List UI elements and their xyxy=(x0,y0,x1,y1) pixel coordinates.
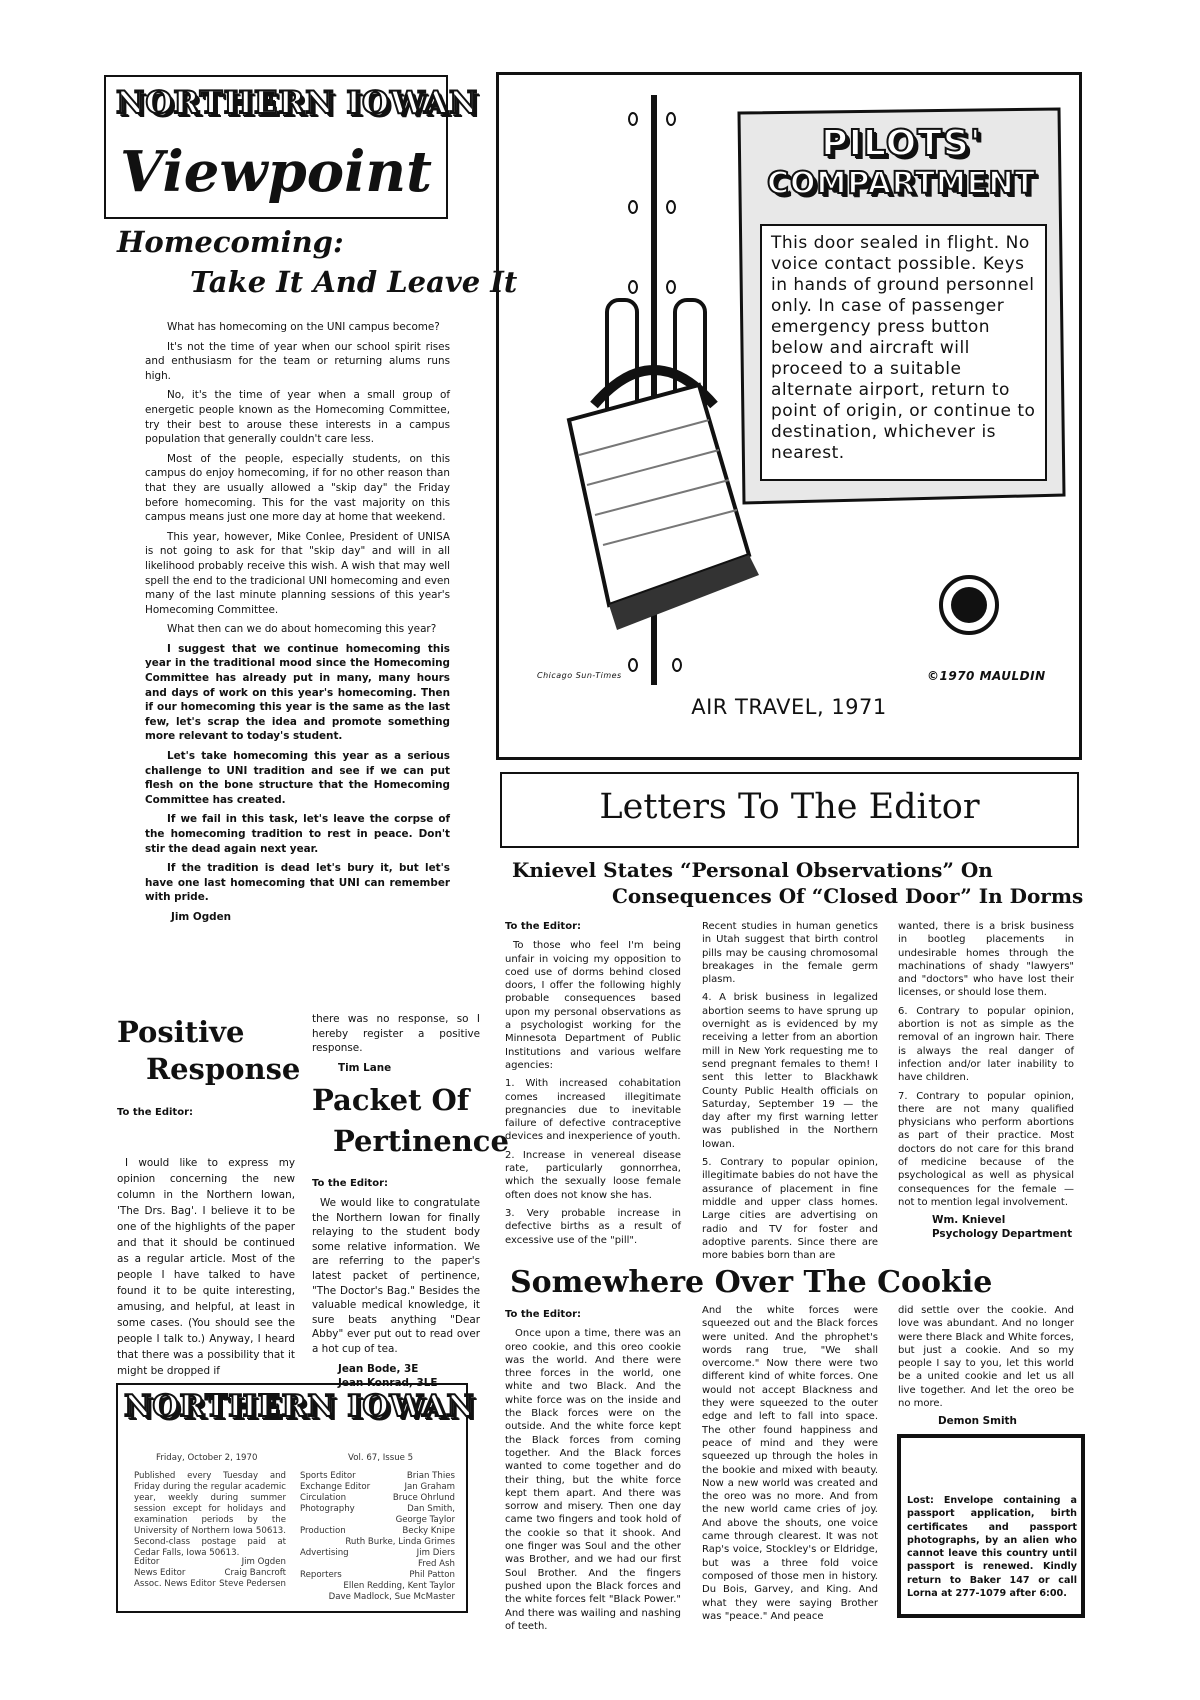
paragraph: 4. A brisk business in legalized abortion seems to have sprung up overnight as is evidenced by my receiving a letter from an abortion mill in New York requesting me to send pregnant females to them! I sent this letter to Blackhawk County Public Health officials on Saturday, September 19 — the day after my first warning letter was published in the Northern Iowan. xyxy=(702,992,878,1150)
salutation: To the Editor: xyxy=(117,1107,194,1118)
paragraph: Recent studies in human genetics in Utah suggest that birth control pills may be causing chromosomal breakages in the female germ plasm. xyxy=(702,921,878,986)
staff-row: Production Becky Knipe xyxy=(300,1526,455,1536)
staff-role: News Editor xyxy=(134,1568,186,1578)
salutation: To the Editor: xyxy=(505,921,582,932)
northern-iowan-logo: NORTHERN IOWAN xyxy=(116,85,479,121)
staff-row xyxy=(134,1557,286,1568)
paragraph: If we fail in this task, let's leave the corpse of the homecoming tradition to rest in peace. Don't stir the dead again next year. xyxy=(145,813,450,855)
staff-row: George Taylor xyxy=(395,1515,455,1525)
packet-article xyxy=(312,1196,480,1391)
salutation: To the Editor: xyxy=(505,1309,582,1320)
staff-name: Steve Pedersen xyxy=(219,1579,286,1589)
staff-name: Craig Bancroft xyxy=(224,1568,286,1578)
paragraph: 7. Contrary to popular opinion, there are not many qualified physicians who perform abortions as part of their practice. Most doctors do not care for this brand of medicine because of the psychological as well as physical consequences for the female — not to mention legal involvement. xyxy=(898,1090,1074,1208)
signature: Jim Ogden xyxy=(171,910,232,923)
cookie-col-2 xyxy=(702,1304,878,1628)
issue-volume: Vol. 67, Issue 5 xyxy=(348,1453,414,1463)
signature: Jean Bode, 3E xyxy=(338,1362,419,1375)
knievel-col-1 xyxy=(505,920,681,1252)
paragraph: wanted, there is a brisk business in bootleg placements in undesirable homes through the machinations of shady "lawyers" and "doctors" who have lost their licenses, or should lose them. xyxy=(898,921,1074,999)
sign-title-line: COMPARTMENT xyxy=(767,166,1036,201)
staff-row: Photography Dan Smith, xyxy=(300,1504,455,1514)
editorial-cartoon xyxy=(496,72,1082,760)
paragraph: Most of the people, especially students, on this campus do enjoy homecoming, if for no other reason than that they are usually allowed a "skip day" the Friday before homecoming. This for the vast majority on this campus means just one more day at home that weekend. xyxy=(145,452,450,524)
staff-row: Advertising Jim Diers xyxy=(300,1548,455,1558)
lost-notice-box xyxy=(897,1434,1085,1618)
staff-role: Assoc. News Editor xyxy=(134,1579,216,1589)
homecoming-headline-1: Homecoming: xyxy=(117,225,344,259)
cartoon-caption: AIR TRAVEL, 1971 xyxy=(691,695,887,719)
paragraph: there was no response, so I hereby register a positive response. xyxy=(312,1013,480,1055)
paragraph: 1. With increased cohabitation comes increased illegitimate pregnancies due to inevitable failure of defective contraceptive devices and inexperience of youth. xyxy=(505,1078,681,1143)
paragraph: This year, however, Mike Conlee, President of UNISA is not going to ask for that "skip day" and will in all likelihood probably receive this wish. A wish that may well spell the end to the tradicional UNI homecoming and even many of the last minute planning sessions of this year's Homecoming Committee. xyxy=(145,530,450,616)
staff-role: Editor xyxy=(134,1557,160,1567)
issue-date: Friday, October 2, 1970 xyxy=(156,1453,258,1463)
paragraph: What then can we do about homecoming this year? xyxy=(167,623,437,636)
paragraph: 3. Very probable increase in defective births as a result of excessive use of the "pill". xyxy=(505,1207,681,1246)
letters-banner xyxy=(500,772,1079,848)
cookie-headline: Somewhere Over The Cookie xyxy=(510,1265,993,1300)
paragraph: I suggest that we continue homecoming this year in the traditional mood since the Homecoming Committee has already put in many, many hours and days of work on this year's homecoming. Then if our homecoming this year is the same as the last few, let's scrap the idea and promote something more relevant to today's student. xyxy=(145,642,450,743)
signature: Jean Konrad, 3LE xyxy=(338,1377,438,1390)
staff-row: Circulation Bruce Ohrlund xyxy=(300,1493,455,1503)
salutation: To the Editor: xyxy=(312,1178,389,1189)
publication-note: Published every Tuesday and Friday during the regular academic year, weekly during summer session except for holidays and examination periods by the University of Northern Iowa 50613. Second-class postage paid at Cedar Falls, Iowa 50613. xyxy=(134,1471,286,1558)
staff-row: Ellen Redding, Kent Taylor xyxy=(343,1581,455,1591)
viewpoint-masthead xyxy=(104,75,479,219)
paragraph: What has homecoming on the UNI campus become? xyxy=(167,321,440,333)
signature: Demon Smith xyxy=(938,1415,1017,1428)
knievel-col-2 xyxy=(702,920,878,1267)
paragraph: We would like to congratulate the Northern Iowan for finally relaying to the student body some relative information. We are referring to the paper's latest packet of pertinence, "The Doctor's Bag." Besides the valuable medical knowledge, it sure beats anything "Dear Abby" ever put out to read over a hot cup of tea. xyxy=(312,1197,480,1355)
staff-box xyxy=(116,1383,475,1613)
paragraph: Let's take homecoming this year as a serious challenge to UNI tradition and see if we can put flesh on the bone structure that the Homecoming Committee has created. xyxy=(145,750,450,806)
paragraph: I would like to express my opinion concerning the new column in the Northern Iowan, 'The Drs. Bag'. I believe it to be one of the highlights of the paper and that it should be continued as a regular article. Most of the people I have talked to have found it to be quite interesting, amusing, and helpful, at least in some cases. (You should see the people I talk to.) Anyway, I heard that there was a possibility that it might be dropped if xyxy=(117,1157,295,1377)
staff-row: Dave Madlock, Sue McMaster xyxy=(328,1592,455,1602)
staff-row xyxy=(134,1568,286,1579)
section-title: Viewpoint xyxy=(120,139,432,205)
staff-row xyxy=(134,1579,286,1590)
homecoming-headline-2: Take It And Leave It xyxy=(190,265,518,299)
paragraph: And the white forces were squeezed out and the Black forces were united. And the phrophet's words rang true, "We shall overcome." Now there were two different kind of white forces. One would not accept Blackness and they were squeezed to the outer edge and left to fall into space. The other found happiness and peace of mind and they were squeezed up through the holes in the bookie and mixed with beauty. Now a new world was created and the oreo was no more. And from the new world came cries of joy. And above the shouts, one voice came through clearest. It was not Rap's voice, Stockley's or Eldridge, but was a three fold voice composed of those men in history. Du Bois, Garvey, and King. And what they were saying Brother was "peace." And peace xyxy=(702,1305,878,1622)
staff-name: Jim Ogden xyxy=(241,1557,286,1567)
signature-department: Psychology Department xyxy=(932,1227,1073,1240)
cartoon-credit-right: ©1970 MAULDIN xyxy=(927,669,1046,683)
staff-row: Fred Ash xyxy=(418,1559,455,1569)
paragraph: 5. Contrary to popular opinion, illegitimate babies do not have the assurance of placement in fine middle and upper class homes. Large cities are advertising on radio and TV for foster and adoptive parents. Since there are more babies born than are xyxy=(702,1157,878,1262)
letters-banner-title: Letters To The Editor xyxy=(599,787,980,827)
cartoon-credit-left: Chicago Sun-Times xyxy=(537,671,622,680)
positive-response-headline-2: Response xyxy=(146,1052,301,1086)
positive-response-continued xyxy=(312,1012,480,1075)
knievel-headline-1: Knievel States “Personal Observations” On xyxy=(512,858,993,882)
lost-notice-text: Lost: Envelope containing a passport application, birth certificates and passport photographs, by an alien who cannot leave this country until passport is renewed. Kindly return to Baker 147 or call Lorna at 277-1079 after 6:00. xyxy=(907,1495,1077,1600)
packet-headline-1: Packet Of xyxy=(312,1083,470,1117)
sign-title-line: PILOTS' xyxy=(821,123,982,164)
staff-row: Sports Editor Brian Thies xyxy=(300,1471,455,1481)
paragraph: 6. Contrary to popular opinion, abortion is not as simple as the removal of an ingrown hair. There is always the real danger of infection and/or later inability to have children. xyxy=(898,1005,1074,1084)
signature: Tim Lane xyxy=(338,1061,392,1074)
signature: Wm. Knievel xyxy=(932,1214,1006,1227)
paragraph: did settle over the cookie. And love was abundant. And no longer were there Black and White forces, but just a cookie. And so my people I say to you, let this world be a united cookie and let us all live together. And let the oreo be no more. xyxy=(898,1305,1074,1410)
right-staff-list xyxy=(300,1471,455,1603)
staff-row: Reporters Phil Patton xyxy=(300,1570,455,1580)
positive-response-headline-1: Positive xyxy=(117,1015,245,1049)
northern-iowan-logo: NORTHERN IOWAN xyxy=(124,1389,475,1424)
sign-title xyxy=(749,123,1054,201)
paragraph: It's not the time of year when our school spirit rises and enthusiasm for the team or returning alums runs high. xyxy=(145,340,450,382)
staff-row: Ruth Burke, Linda Grimes xyxy=(345,1537,455,1547)
paragraph: 2. Increase in venereal disease rate, particularly gonnorrhea, which the sexually loose female often does not know she has. xyxy=(505,1149,681,1201)
positive-response-article xyxy=(117,1155,295,1384)
paragraph: If the tradition is dead let's bury it, but let's have one last homecoming that UNI can remember with pride. xyxy=(145,862,450,904)
homecoming-article xyxy=(145,320,450,925)
left-staff-list xyxy=(134,1557,286,1590)
knievel-headline-2: Consequences Of “Closed Door” In Dorms xyxy=(612,884,1084,908)
paragraph: Once upon a time, there was an oreo cookie, and this oreo cookie was the world. And there were three forces in the world, one white and two Black. And the white force was on the inside and the Black forces were on the outside. And the white force kept the Black forces from coming together. And the Black forces wanted to come together and do their thing, but the white force kept them apart. And there was sorrow and misery. Then one day came two fingers and took hold of the cookie so that it shook. And one finger was Soul and the other was Brother, and we had our first Soul Brother. And the fingers pushed upon the Black forces and the white forces felt "Black Power." And there was wailing and nashing of teeth. xyxy=(505,1328,681,1632)
paragraph: No, it's the time of year when a small group of energetic people known as the Homecoming Committee, try their best to arouse these interests in a campus population that generally couldn't care less. xyxy=(145,389,450,446)
knievel-col-3 xyxy=(898,920,1074,1241)
cookie-col-1 xyxy=(505,1308,681,1638)
sign-text: This door sealed in flight. No voice contact possible. Keys in hands of ground personnel only. In case of passenger emergency press button below and aircraft will proceed to a suitable alternate airport, return to point of origin, or continue to destination, whichever is nearest. xyxy=(771,233,1036,463)
staff-row: Exchange Editor Jan Graham xyxy=(300,1482,455,1492)
packet-headline-2: Pertinence xyxy=(333,1124,509,1158)
cookie-col-3 xyxy=(898,1304,1074,1429)
paragraph: To those who feel I'm being unfair in voicing my opposition to coed use of dorms behind closed doors, I offer the following highly probable consequences based upon my personal observations as a psychologist working for the Minnesota Department of Public Institutions and various welfare agencies: xyxy=(505,940,681,1071)
